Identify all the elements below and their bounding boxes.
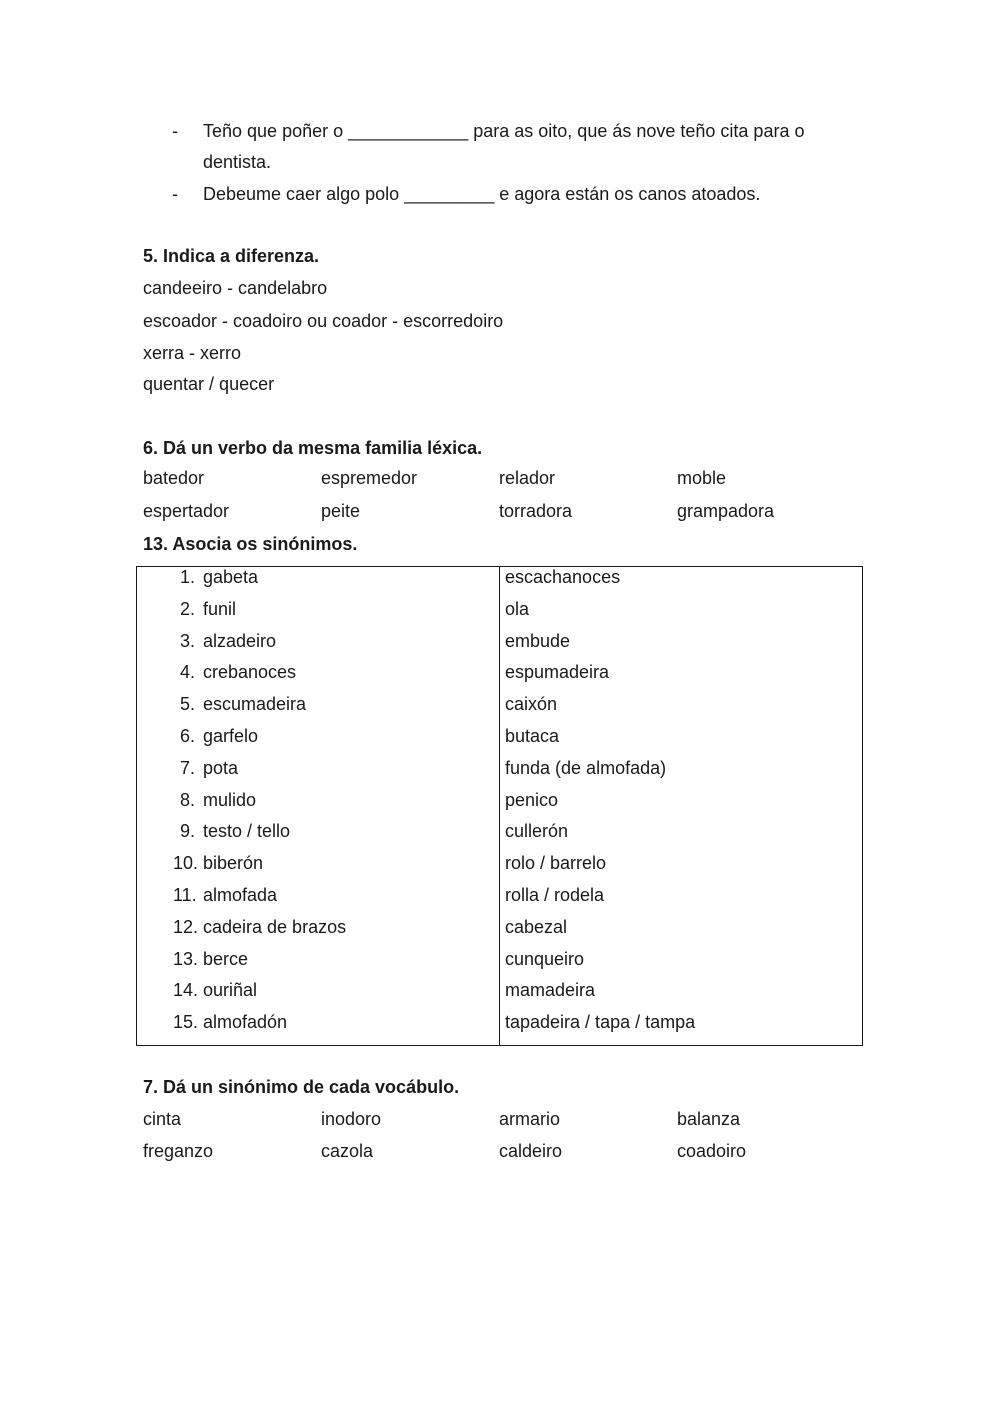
row-synonym: butaca	[505, 726, 560, 746]
synonyms-table	[136, 566, 863, 1046]
row-number: 11.	[173, 885, 197, 905]
table-row	[137, 853, 862, 885]
word-cell: batedor	[143, 468, 205, 488]
row-term: berce	[203, 948, 249, 969]
table-row	[137, 1012, 862, 1044]
word-cell: coadoiro	[677, 1141, 747, 1161]
row-term: mulido	[203, 789, 257, 810]
word-cell: espremedor	[321, 468, 418, 488]
row-term: garfelo	[203, 726, 259, 746]
word-row	[143, 499, 863, 532]
word-row	[143, 466, 863, 499]
word-cell: freganzo	[143, 1141, 214, 1161]
word-cell: espertador	[143, 501, 230, 521]
table-row	[137, 790, 862, 822]
table-row	[137, 821, 862, 853]
section5-line: quentar / quecer	[143, 374, 275, 394]
fill-in-bullets	[172, 116, 872, 210]
row-number: 8.	[179, 789, 195, 810]
row-number: 15.	[173, 1012, 199, 1033]
row-synonym: funda (de almofada)	[505, 757, 667, 778]
row-synonym: tapadeira / tapa / tampa	[505, 1012, 696, 1033]
row-number: 6.	[179, 726, 195, 746]
row-synonym: rolla / rodela	[505, 885, 605, 905]
table-row	[137, 758, 862, 790]
row-number: 9.	[179, 821, 195, 842]
word-cell: torradora	[499, 501, 573, 521]
row-synonym: caixón	[505, 694, 558, 715]
word-cell: relador	[499, 468, 556, 488]
row-synonym: mamadeira	[505, 980, 596, 1001]
row-term: funil	[203, 598, 237, 619]
row-number: 4.	[179, 662, 195, 683]
section13-title: 13. Asocia os sinónimos.	[143, 534, 358, 554]
row-number: 12.	[173, 916, 199, 937]
row-number: 14.	[173, 980, 199, 1001]
row-term: almofada	[203, 885, 278, 905]
table-row	[137, 599, 862, 631]
row-number: 13.	[173, 948, 199, 969]
row-synonym: espumadeira	[505, 662, 610, 683]
section7-title: 7. Dá un sinónimo de cada vocábulo.	[143, 1077, 460, 1097]
row-term: alzadeiro	[203, 630, 277, 651]
table-row	[137, 567, 862, 599]
word-row	[143, 1107, 863, 1139]
table-row	[137, 980, 862, 1012]
section5-line: xerra - xerro	[143, 343, 242, 363]
word-cell: armario	[499, 1109, 561, 1129]
section5-title: 5. Indica a diferenza.	[143, 246, 320, 266]
row-synonym: ola	[505, 598, 530, 619]
row-synonym: penico	[505, 789, 559, 810]
word-cell: cazola	[321, 1141, 374, 1161]
row-synonym: escachanoces	[505, 567, 621, 587]
row-term: gabeta	[203, 567, 259, 587]
row-term: pota	[203, 757, 239, 778]
table-row	[137, 949, 862, 981]
bullet-dash: -	[172, 121, 178, 141]
word-cell: inodoro	[321, 1109, 382, 1129]
word-cell: balanza	[677, 1109, 741, 1129]
row-number: 5.	[179, 694, 195, 715]
table-row	[137, 726, 862, 758]
row-term: biberón	[203, 853, 264, 874]
word-row	[143, 1139, 863, 1172]
table-row	[137, 917, 862, 949]
row-number: 3.	[179, 630, 195, 651]
row-term: cadeira de brazos	[203, 916, 347, 937]
table-row	[137, 694, 862, 726]
section5-line: escoador - coadoiro ou coador - escorredoiro	[143, 311, 504, 331]
word-cell: grampadora	[677, 501, 775, 521]
row-term: crebanoces	[203, 662, 297, 683]
bullet-item	[172, 116, 872, 178]
row-term: escumadeira	[203, 694, 307, 715]
row-number: 7.	[179, 757, 195, 778]
table-row	[137, 631, 862, 663]
word-cell: caldeiro	[499, 1141, 563, 1161]
section6-title: 6. Dá un verbo da mesma familia léxica.	[143, 438, 483, 458]
row-term: almofadón	[203, 1012, 288, 1033]
bullet-item	[172, 179, 872, 210]
row-synonym: cunqueiro	[505, 948, 585, 969]
section7-word-grid	[143, 1107, 863, 1172]
word-cell: moble	[677, 468, 727, 488]
section6-word-grid	[143, 466, 863, 532]
section5-line: candeeiro - candelabro	[143, 278, 328, 298]
word-cell: cinta	[143, 1109, 182, 1129]
row-synonym: cabezal	[505, 916, 568, 937]
table-row	[137, 885, 862, 917]
row-number: 10.	[173, 853, 199, 874]
row-number: 1.	[179, 567, 195, 587]
bullet-text: Teño que poñer o ____________ para as oito, que ás nove teño cita para o dentista.	[203, 121, 805, 172]
row-term: ouriñal	[203, 980, 258, 1001]
row-synonym: cullerón	[505, 821, 569, 842]
row-synonym: rolo / barrelo	[505, 853, 607, 874]
bullet-text: Debeume caer algo polo _________ e agora están os canos atoados.	[203, 184, 761, 204]
row-synonym: embude	[505, 630, 571, 651]
row-term: testo / tello	[203, 821, 291, 842]
bullet-dash: -	[172, 184, 178, 204]
table-row	[137, 662, 862, 694]
word-cell: peite	[321, 501, 361, 521]
row-number: 2.	[179, 598, 195, 619]
